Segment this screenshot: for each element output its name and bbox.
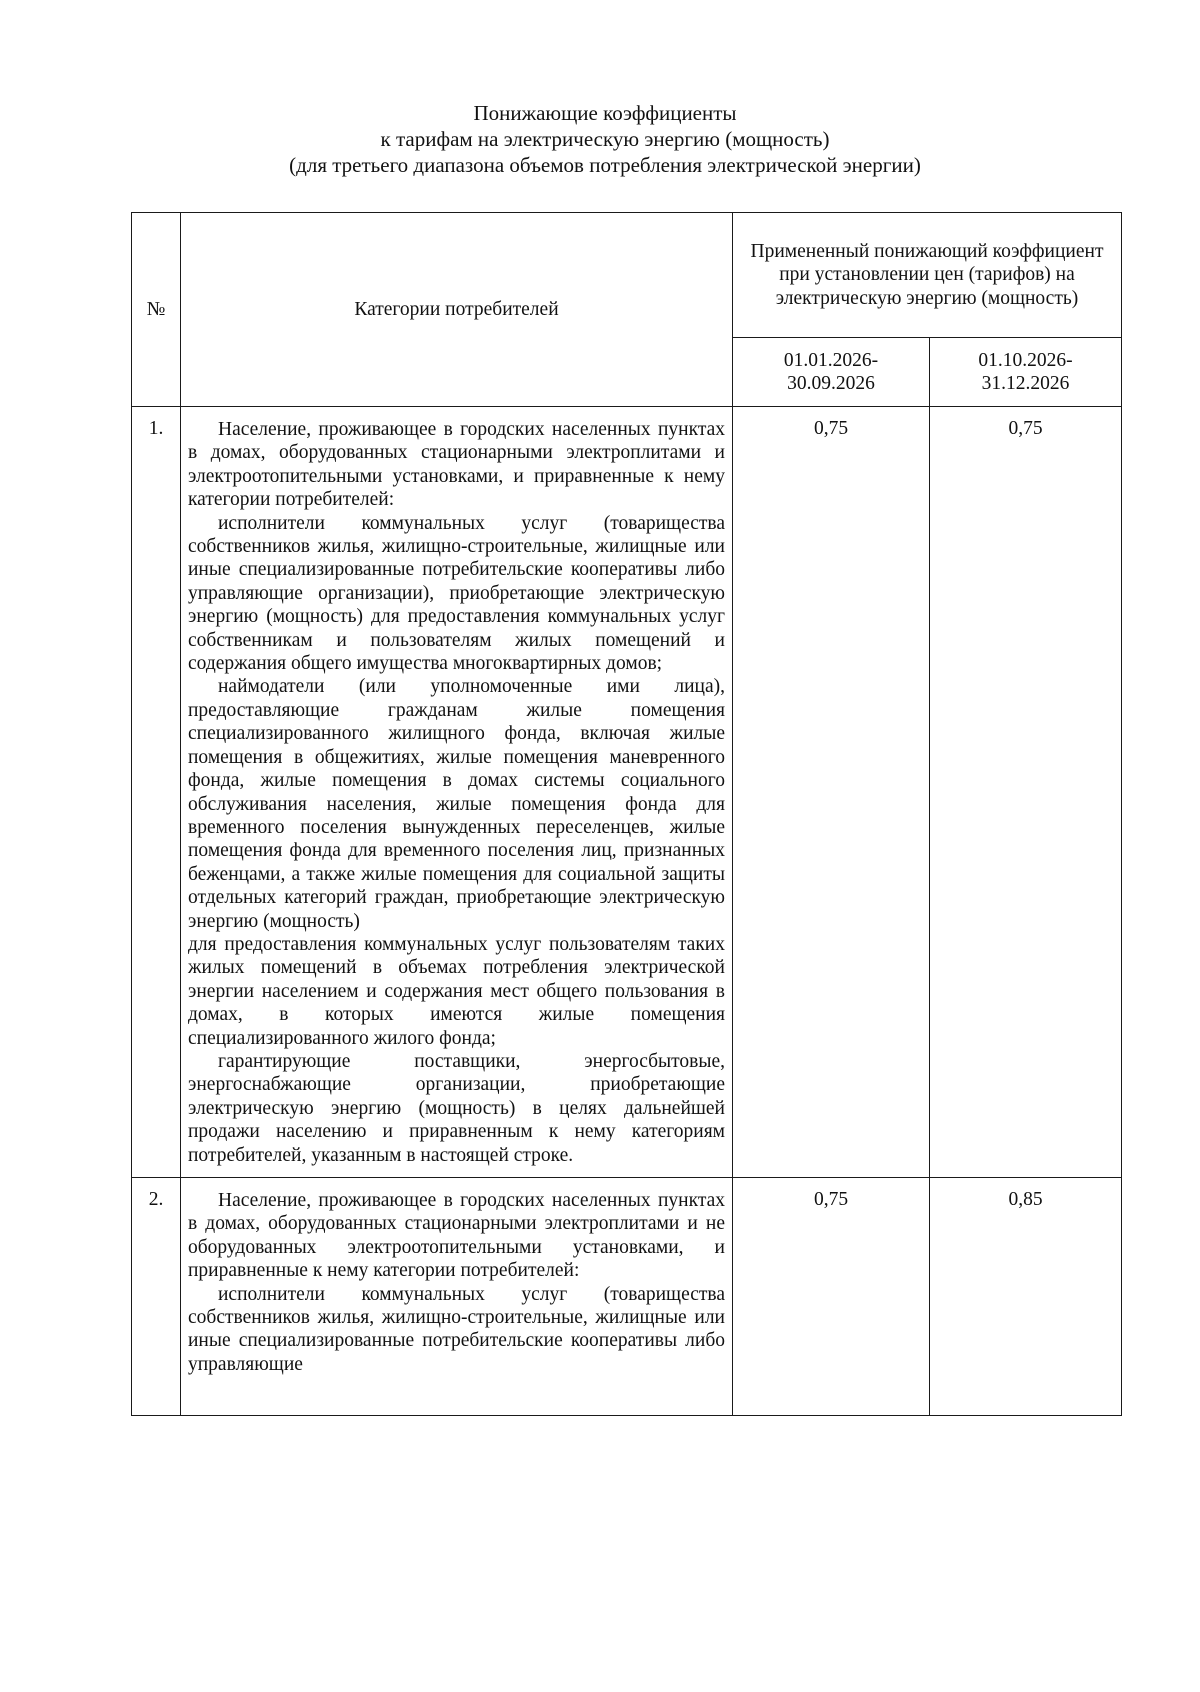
category-paragraph: гарантирующие поставщики, энергосбытовые, энергоснабжающие организации, приобретающие электрическую энергию (мощность) в целях дальнейшей продажи населению и приравненным к нему категориям потребителей, указанным в настоящей строке. [188,1050,725,1166]
category-paragraph: Население, проживающее в городских населенных пунктах в домах, оборудованных стационарными электроплитами и не оборудованных электроотопительными установками, и приравненные к нему категории потребителей: [188,1190,725,1282]
row-value-period-2: 0,75 [930,407,1122,1178]
category-paragraph: наймодатели (или уполномоченные ими лица), предоставляющие гражданам жилые помещения специализированного жилищного фонда, включая жилые помещения в общежитиях, жилые помещения маневренного фонда, жилые помещения в домах системы социального обслуживания населения, жилые помещения фонда для временного поселения вынужденных переселенцев, жилые помещения фонда для временного поселения лиц, признанных беженцами, а также жилые помещения для социальной защиты отдельных категорий граждан, приобретающие электрическую энергию (мощность) [188,676,725,932]
header-category: Категории потребителей [181,213,733,407]
header-number: № [132,213,181,407]
header-row [132,213,1122,338]
row-value-period-1: 0,75 [733,407,930,1178]
header-period-1: 01.01.2026- 30.09.2026 [733,338,930,407]
category-paragraph: исполнители коммунальных услуг (товарищества собственников жилья, жилищно-строительные, жилищные или иные специализированные потребительские кооперативы либо управляющие [188,1283,725,1375]
table-row [132,1178,1122,1416]
row-category-text [181,407,733,1178]
row-value-period-2: 0,85 [930,1178,1122,1416]
category-paragraph: Население, проживающее в городских населенных пунктах в домах, оборудованных стационарными электроплитами и электроотопительными установками, и приравненные к нему категории потребителей: [188,419,725,511]
coefficients-table [131,212,1122,1416]
title-line-2: к тарифам на электрическую энергию (мощность) [380,127,830,151]
row-number: 2. [132,1178,181,1416]
category-paragraph: исполнители коммунальных услуг (товарищества собственников жилья, жилищно-строительные, жилищные или иные специализированные потребительские кооперативы либо управляющие организации), приобретающие электрическую энергию (мощность) для предоставления коммунальных услуг собственникам и пользователям жилых помещений и содержания общего имущества многоквартирных домов; [188,512,725,675]
row-value-period-1: 0,75 [733,1178,930,1416]
header-coefficient: Примененный понижающий коэффициент при установлении цен (тарифов) на электрическую энергию (мощность) [733,213,1122,338]
header-period-2: 01.10.2026- 31.12.2026 [930,338,1122,407]
row-category-text [181,1178,733,1416]
title-line-3: (для третьего диапазона объемов потребления электрической энергии) [289,153,921,177]
row-number: 1. [132,407,181,1178]
category-paragraph: для предоставления коммунальных услуг пользователям таких жилых помещений в объемах потребления электрической энергии населением и содержания мест общего пользования в домах, в которых имеются жилые помещения специализированного жилого фонда; [188,933,725,1049]
table-row [132,407,1122,1178]
document-title [0,100,1200,178]
title-line-1: Понижающие коэффициенты [473,101,737,125]
